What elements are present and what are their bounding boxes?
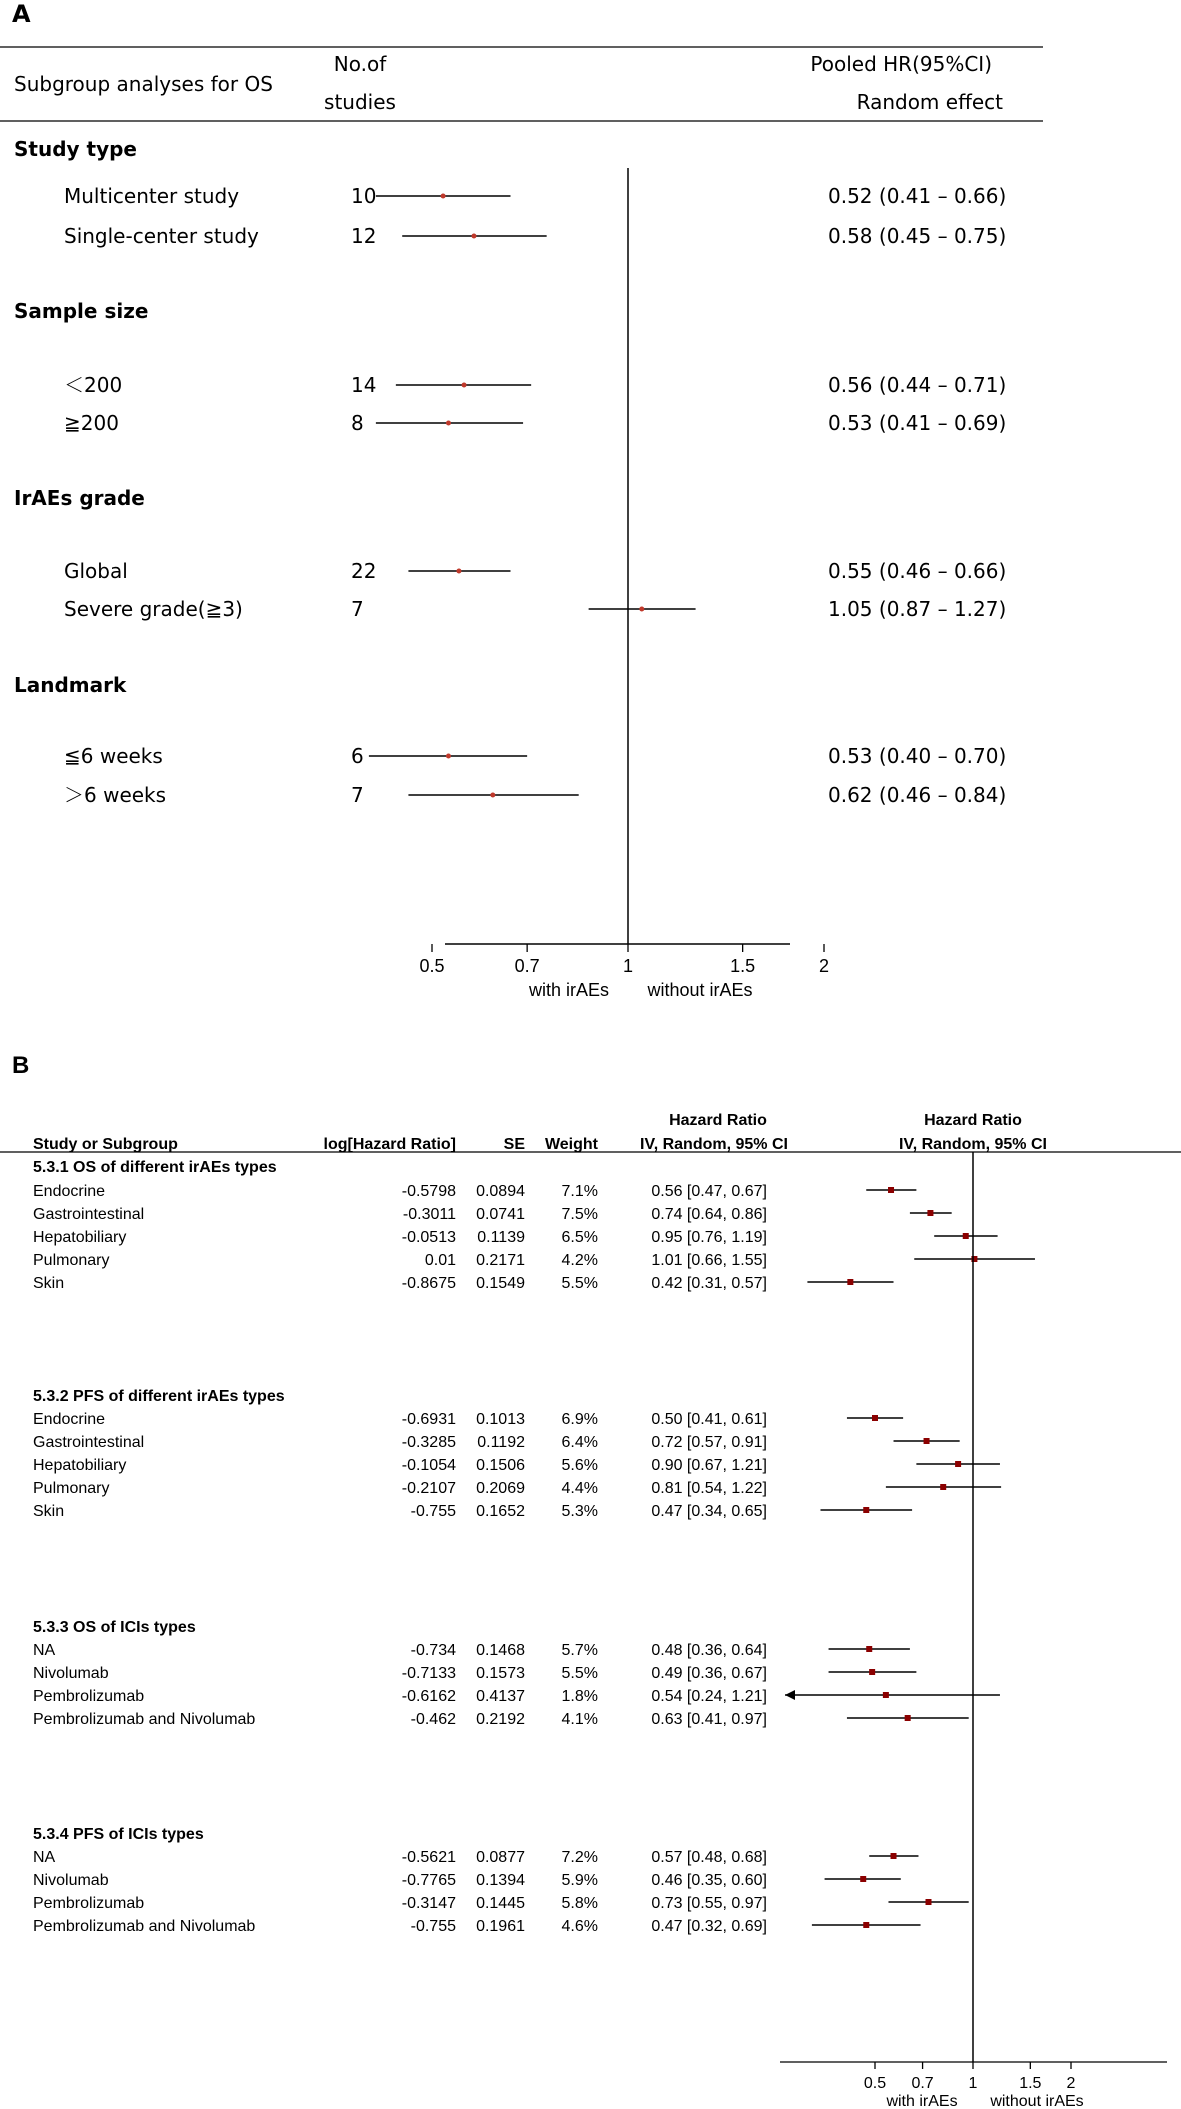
- row-label: ＞6 weeks: [64, 783, 167, 807]
- row-log-hazard-ratio: -0.5621: [401, 1849, 456, 1866]
- row-se: 0.4137: [476, 1688, 525, 1705]
- row-weight: 5.6%: [561, 1457, 598, 1474]
- row-hazard-ratio: 0.47 [0.34, 0.65]: [651, 1503, 767, 1520]
- x-tick-label: 1: [968, 2075, 978, 2092]
- hr-point: [639, 607, 644, 612]
- row-se: 0.0877: [476, 1849, 525, 1866]
- row-hazard-ratio: 0.50 [0.41, 0.61]: [651, 1411, 767, 1428]
- row-log-hazard-ratio: -0.3285: [401, 1434, 456, 1451]
- row-weight: 5.7%: [561, 1642, 598, 1659]
- row-label: Skin: [33, 1503, 65, 1520]
- row-weight: 6.9%: [561, 1411, 598, 1428]
- row-se: 0.1445: [476, 1895, 525, 1912]
- row-pooled-hr: 0.58 (0.45 – 0.75): [828, 224, 1007, 248]
- row-hazard-ratio: 0.90 [0.67, 1.21]: [651, 1457, 767, 1474]
- row-hazard-ratio: 0.95 [0.76, 1.19]: [651, 1229, 767, 1246]
- row-log-hazard-ratio: -0.3147: [401, 1895, 456, 1912]
- hr-point: [963, 1233, 969, 1239]
- row-study-count: 7: [351, 597, 364, 621]
- hr-point: [441, 194, 446, 199]
- hr-point: [866, 1646, 872, 1652]
- row-study-count: 8: [351, 411, 364, 435]
- header-studies: studies: [324, 90, 396, 114]
- row-se: 0.1468: [476, 1642, 525, 1659]
- row-pooled-hr: 0.52 (0.41 – 0.66): [828, 184, 1007, 208]
- hr-point: [940, 1484, 946, 1490]
- header-se: SE: [503, 1136, 525, 1153]
- row-study-count: 10: [351, 184, 377, 208]
- hr-point: [888, 1187, 894, 1193]
- row-hazard-ratio: 0.48 [0.36, 0.64]: [651, 1642, 767, 1659]
- row-label: ≧200: [64, 411, 119, 435]
- hr-point: [905, 1715, 911, 1721]
- hr-point: [462, 383, 467, 388]
- panel-label-b: B: [12, 1052, 30, 1079]
- hr-point: [863, 1922, 869, 1928]
- row-label: Pembrolizumab: [33, 1688, 145, 1705]
- row-hazard-ratio: 0.72 [0.57, 0.91]: [651, 1434, 767, 1451]
- x-tick-label: 1: [622, 956, 634, 976]
- row-weight: 6.5%: [561, 1229, 598, 1246]
- row-pooled-hr: 0.55 (0.46 – 0.66): [828, 559, 1007, 583]
- row-label: Nivolumab: [33, 1665, 109, 1682]
- group-title: IrAEs grade: [14, 486, 145, 510]
- x-tick-label: 0.7: [514, 956, 540, 976]
- row-label: Endocrine: [33, 1411, 106, 1428]
- row-log-hazard-ratio: -0.755: [410, 1503, 456, 1520]
- row-weight: 4.2%: [561, 1252, 598, 1269]
- row-label: Hepatobiliary: [33, 1457, 127, 1474]
- row-weight: 1.8%: [561, 1688, 598, 1705]
- hr-point: [863, 1507, 869, 1513]
- row-se: 0.1394: [476, 1872, 525, 1889]
- header-subgroup: Subgroup analyses for OS: [14, 72, 273, 96]
- row-label: Global: [64, 559, 128, 583]
- row-label: Endocrine: [33, 1183, 106, 1200]
- row-se: 0.1139: [477, 1229, 525, 1246]
- header-no-of: No.of: [333, 52, 387, 76]
- row-pooled-hr: 0.53 (0.40 – 0.70): [828, 744, 1007, 768]
- row-weight: 4.6%: [561, 1918, 598, 1935]
- header-log-hazard-ratio: log[Hazard Ratio]: [323, 1136, 456, 1153]
- row-log-hazard-ratio: -0.3011: [402, 1206, 456, 1223]
- hr-point: [490, 793, 495, 798]
- plot-header-iv-random-ci: IV, Random, 95% CI: [899, 1136, 1047, 1153]
- row-hazard-ratio: 0.47 [0.32, 0.69]: [651, 1918, 767, 1935]
- hr-point: [446, 754, 451, 759]
- hr-point: [471, 234, 476, 239]
- x-tick-label: 0.7: [911, 2075, 934, 2092]
- row-label: Gastrointestinal: [33, 1434, 145, 1451]
- row-weight: 7.5%: [561, 1206, 598, 1223]
- group-title: Study type: [14, 137, 137, 161]
- row-label: ≦6 weeks: [64, 744, 163, 768]
- row-hazard-ratio: 1.01 [0.66, 1.55]: [651, 1252, 767, 1269]
- row-se: 0.2171: [476, 1252, 525, 1269]
- row-hazard-ratio: 0.54 [0.24, 1.21]: [651, 1688, 767, 1705]
- header-weight: Weight: [544, 1136, 598, 1153]
- hr-point: [927, 1210, 933, 1216]
- row-weight: 5.9%: [561, 1872, 598, 1889]
- row-weight: 5.3%: [561, 1503, 598, 1520]
- row-pooled-hr: 0.53 (0.41 – 0.69): [828, 411, 1007, 435]
- row-log-hazard-ratio: 0.01: [424, 1252, 456, 1269]
- hr-point: [955, 1461, 961, 1467]
- hr-point: [446, 421, 451, 426]
- row-study-count: 22: [351, 559, 377, 583]
- row-weight: 6.4%: [561, 1434, 598, 1451]
- row-pooled-hr: 0.56 (0.44 – 0.71): [828, 373, 1007, 397]
- plot-header-hazard-ratio: Hazard Ratio: [924, 1112, 1022, 1129]
- row-label: NA: [33, 1849, 56, 1866]
- row-se: 0.1961: [476, 1918, 525, 1935]
- row-label: Single-center study: [64, 224, 259, 248]
- row-log-hazard-ratio: -0.2107: [401, 1480, 456, 1497]
- hr-point: [456, 569, 461, 574]
- row-study-count: 7: [351, 783, 364, 807]
- row-label: Skin: [33, 1275, 65, 1292]
- row-log-hazard-ratio: -0.7133: [401, 1665, 456, 1682]
- row-se: 0.0894: [476, 1183, 525, 1200]
- panel-label-a: A: [12, 0, 31, 28]
- header-study-or-subgroup: Study or Subgroup: [33, 1136, 178, 1153]
- row-label: NA: [33, 1642, 56, 1659]
- row-se: 0.2069: [476, 1480, 525, 1497]
- row-study-count: 14: [351, 373, 377, 397]
- hr-point: [860, 1876, 866, 1882]
- row-label: Pembrolizumab and Nivolumab: [33, 1711, 256, 1728]
- row-log-hazard-ratio: -0.1054: [401, 1457, 456, 1474]
- row-hazard-ratio: 0.73 [0.55, 0.97]: [651, 1895, 767, 1912]
- row-se: 0.1013: [476, 1411, 525, 1428]
- row-log-hazard-ratio: -0.6931: [401, 1411, 456, 1428]
- hr-point: [926, 1899, 932, 1905]
- header-random-effect: Random effect: [856, 90, 1003, 114]
- row-study-count: 6: [351, 744, 364, 768]
- row-label: Nivolumab: [33, 1872, 109, 1889]
- hr-point: [847, 1279, 853, 1285]
- row-weight: 7.2%: [561, 1849, 598, 1866]
- row-label: Gastrointestinal: [33, 1206, 145, 1223]
- row-label: Pulmonary: [33, 1480, 110, 1497]
- row-hazard-ratio: 0.81 [0.54, 1.22]: [651, 1480, 767, 1497]
- row-hazard-ratio: 0.49 [0.36, 0.67]: [651, 1665, 767, 1682]
- row-log-hazard-ratio: -0.8675: [401, 1275, 456, 1292]
- x-tick-label: 0.5: [863, 2075, 887, 2092]
- group-title: 5.3.4 PFS of ICIs types: [33, 1826, 204, 1843]
- row-weight: 4.1%: [561, 1711, 598, 1728]
- row-se: 0.1652: [476, 1503, 525, 1520]
- row-se: 0.1549: [476, 1275, 525, 1292]
- row-label: Pembrolizumab: [33, 1895, 145, 1912]
- x-label-left: with irAEs: [528, 980, 610, 1000]
- hr-point: [869, 1669, 875, 1675]
- row-label: ＜200: [64, 373, 123, 397]
- x-tick-label: 2: [818, 956, 830, 976]
- row-log-hazard-ratio: -0.0513: [401, 1229, 456, 1246]
- x-tick-label: 2: [1066, 2075, 1076, 2092]
- row-pooled-hr: 0.62 (0.46 – 0.84): [828, 783, 1007, 807]
- row-se: 0.0741: [476, 1206, 525, 1223]
- row-label: Severe grade(≧3): [64, 597, 243, 621]
- ci-arrow-left: [785, 1690, 795, 1700]
- row-log-hazard-ratio: -0.5798: [401, 1183, 456, 1200]
- row-hazard-ratio: 0.42 [0.31, 0.57]: [651, 1275, 767, 1292]
- row-log-hazard-ratio: -0.755: [410, 1918, 456, 1935]
- row-hazard-ratio: 0.56 [0.47, 0.67]: [651, 1183, 767, 1200]
- row-label: Pulmonary: [33, 1252, 110, 1269]
- x-label-right: without irAEs: [990, 2093, 1084, 2109]
- row-study-count: 12: [351, 224, 377, 248]
- hr-point: [883, 1692, 889, 1698]
- row-hazard-ratio: 0.57 [0.48, 0.68]: [651, 1849, 767, 1866]
- row-hazard-ratio: 0.63 [0.41, 0.97]: [651, 1711, 767, 1728]
- group-title: Landmark: [14, 673, 127, 697]
- row-se: 0.1506: [476, 1457, 525, 1474]
- x-tick-label: 1.5: [1019, 2075, 1042, 2092]
- hr-point: [924, 1438, 930, 1444]
- row-weight: 5.5%: [561, 1275, 598, 1292]
- group-title: 5.3.2 PFS of different irAEs types: [33, 1388, 285, 1405]
- row-se: 0.1192: [477, 1434, 525, 1451]
- group-title: 5.3.1 OS of different irAEs types: [33, 1159, 277, 1176]
- row-label: Pembrolizumab and Nivolumab: [33, 1918, 256, 1935]
- row-hazard-ratio: 0.46 [0.35, 0.60]: [651, 1872, 767, 1889]
- hr-point: [891, 1853, 897, 1859]
- row-weight: 4.4%: [561, 1480, 598, 1497]
- x-tick-label: 1.5: [730, 956, 756, 976]
- hr-point: [872, 1415, 878, 1421]
- group-title: 5.3.3 OS of ICIs types: [33, 1619, 196, 1636]
- row-hazard-ratio: 0.74 [0.64, 0.86]: [651, 1206, 767, 1223]
- row-weight: 5.8%: [561, 1895, 598, 1912]
- row-log-hazard-ratio: -0.7765: [401, 1872, 456, 1889]
- x-tick-label: 0.5: [419, 956, 445, 976]
- row-pooled-hr: 1.05 (0.87 – 1.27): [828, 597, 1007, 621]
- row-log-hazard-ratio: -0.734: [410, 1642, 456, 1659]
- row-weight: 7.1%: [561, 1183, 598, 1200]
- group-title: Sample size: [14, 299, 149, 323]
- row-se: 0.1573: [476, 1665, 525, 1682]
- row-label: Hepatobiliary: [33, 1229, 127, 1246]
- x-label-right: without irAEs: [647, 980, 753, 1000]
- row-log-hazard-ratio: -0.6162: [401, 1688, 456, 1705]
- header-pooled-hr: Pooled HR(95%CI): [810, 52, 992, 76]
- row-label: Multicenter study: [64, 184, 240, 208]
- row-weight: 5.5%: [561, 1665, 598, 1682]
- row-log-hazard-ratio: -0.462: [410, 1711, 456, 1728]
- header-iv-random-ci: IV, Random, 95% CI: [640, 1136, 788, 1153]
- header-hazard-ratio: Hazard Ratio: [669, 1112, 767, 1129]
- row-se: 0.2192: [476, 1711, 525, 1728]
- x-label-left: with irAEs: [886, 2093, 958, 2109]
